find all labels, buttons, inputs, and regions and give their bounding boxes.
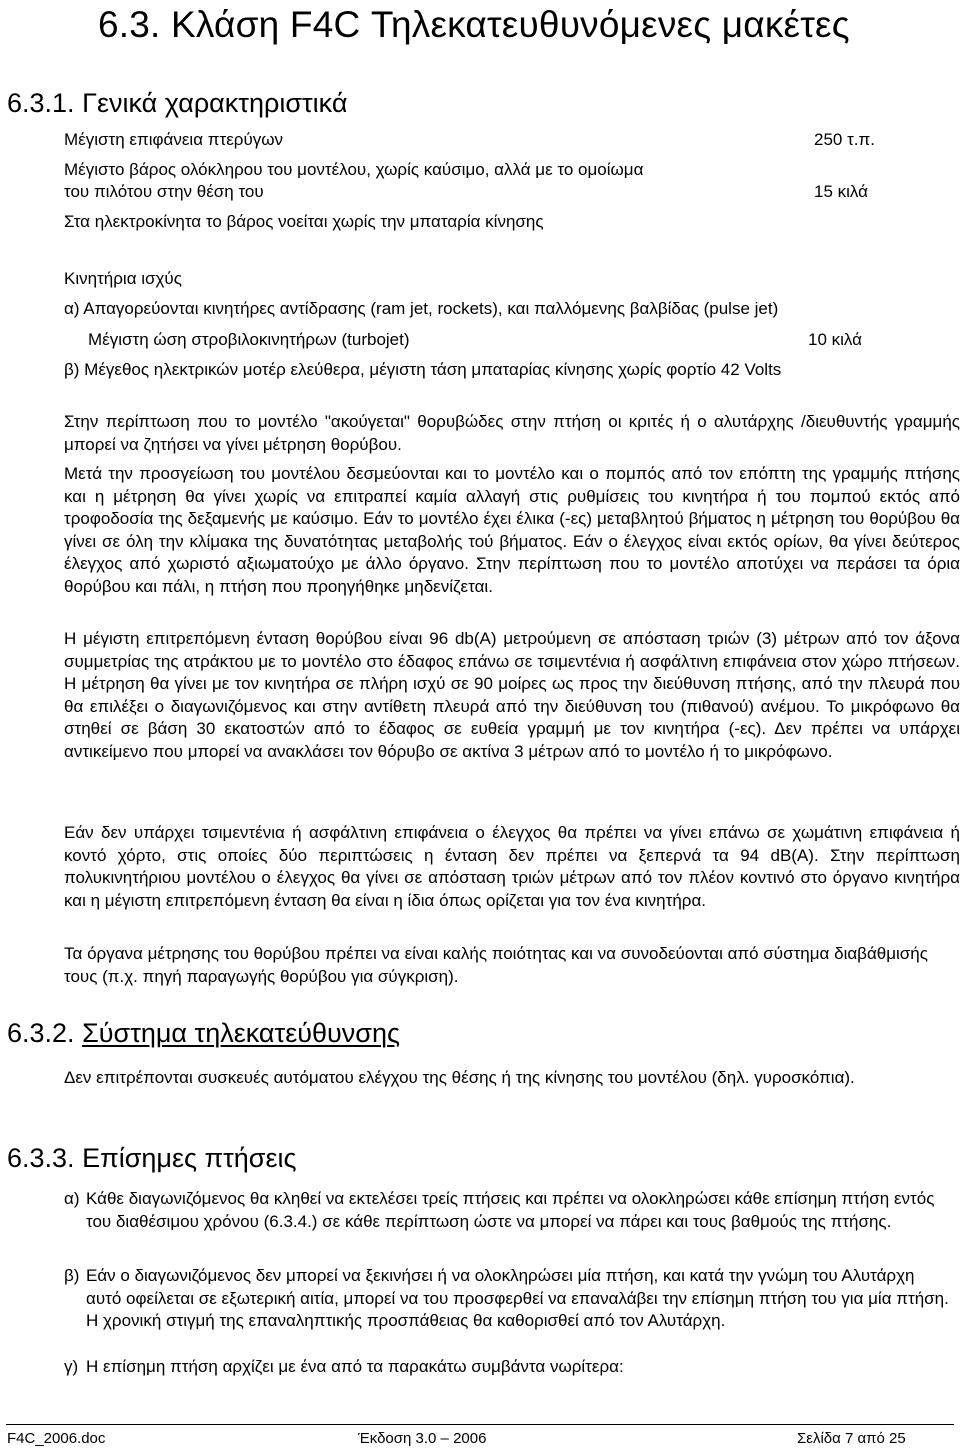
max-weight-label-line2: του πιλότου στην θέση του <box>64 182 264 201</box>
footer-edition: Έκδοση 3.0 – 2006 <box>358 1430 487 1447</box>
max-wing-area-label: Μέγιστη επιφάνεια πτερύγων <box>64 130 284 149</box>
max-weight-label-line1: Μέγιστο βάρος ολόκληρου του μοντέλου, χωρίς καύσιμο, αλλά με το ομοίωμα <box>64 160 644 179</box>
turbojet-value: 10 κιλά <box>808 330 862 349</box>
section-number: 6.3.2. <box>7 1018 75 1048</box>
paragraph-no-auto-control: Δεν επιτρέπονται συσκευές αυτόματου ελέγχου της θέσης ή της κίνησης του μοντέλου (δηλ. γυροσκόπια). <box>64 1068 855 1087</box>
paragraph-no-concrete: Εάν δεν υπάρχει τσιμεντένια ή ασφάλτινη επιφάνεια ο έλεγχος θα πρέπει να γίνει επάνω σε χωμάτινη επιφάνεια ή κοντό χόρτο, στις οποίες δύο περιπτώσεις η ένταση δεν πρέπει να ξεπερνά τα 94 dB(A). Στην περίπτωση πολυκινητήριου μοντέλου ο έλεγχος θα γίνει σε απόσταση τριών μέτρων από τον πλέον κοντινό στο όργανο κινητήρα και η μέγιστη επιτρεπόμενη ένταση θα είναι η ίδια όπως ορίζεται για τον ένα κινητήρα. <box>64 823 960 910</box>
section-title: Επίσημες πτήσεις <box>82 1143 297 1173</box>
list-item <box>64 1188 954 1233</box>
section-heading-6-3-3 <box>7 1143 297 1174</box>
list-item-label: α) <box>64 1189 80 1208</box>
list-item-text: Η επίσημη πτήση αρχίζει με ένα από τα παρακάτω συμβάντα νωρίτερα: <box>86 1357 624 1376</box>
list-item-text: Εάν ο διαγωνιζόμενος δεν μπορεί να ξεκινήσει ή να ολοκληρώσει μία πτήση, και κατά την γνώμη του Αλυτάρχη αυτό οφείλεται σε εξωτερική αιτία, μπορεί να του προσφερθεί να επαναλάβει την επίσημη πτήση του για μία πτήση. Η χρονική στιγμή της επαναληπτικής προσπάθειας θα καθορισθεί από τον Αλυτάρχη. <box>86 1266 949 1331</box>
turbojet-label: Μέγιστη ώση στροβιλοκινητήρων (turbojet) <box>88 330 410 349</box>
engines-item-b: β) Μέγεθος ηλεκτρικών μοτέρ ελεύθερα, μέγιστη τάση μπαταρίας κίνησης χωρίς φορτίο 42 Volts <box>64 360 782 379</box>
page-heading: 6.3. Κλάση F4C Τηλεκατευθυνόμενες μακέτες <box>98 4 850 45</box>
section-title: Σύστημα τηλεκατεύθυνσης <box>82 1018 400 1048</box>
section-heading-6-3-1 <box>7 88 347 119</box>
footer-page-number: Σελίδα 7 από 25 <box>797 1430 906 1447</box>
section-heading-6-3-2 <box>7 1018 400 1049</box>
list-item-label: γ) <box>64 1357 79 1376</box>
list-item <box>64 1356 954 1379</box>
paragraph-max-noise: Η μέγιστη επιτρεπόμενη ένταση θορύβου είναι 96 db(A) μετρούμενη σε απόσταση τριών (3) μέτρων από τον άξονα συμμετρίας της ατράκτου με το μοντέλο στο έδαφος επάνω σε τσιμεντένια ή ασφάλτινη επιφάνεια στον χώρο πτήσεων. Η μέτρηση θα γίνει με τον κινητήρα σε πλήρη ισχύ σε 90 μοίρες ως προς την διεύθυνση πτήσης, από την πλευρά που θα επιλέξει ο διαγωνιζόμενος και στην αντίθετη πλευρά από την διεύθυνση του (πιθανού) ανέμου. Το μικρόφωνο θα στηθεί σε βάση 30 εκατοστών από το έδαφος σε ευθεία γραμμή με τον κινητήρα (-ες). Δεν πρέπει να υπάρχει αντικείμενο που μπορεί να ανακλάσει τον θόρυβο σε ακτίνα 3 μέτρων από το μοντέλο ή το μικρόφωνο. <box>64 629 960 761</box>
max-weight-value: 15 κιλά <box>814 182 868 201</box>
footer-file-name: F4C_2006.doc <box>7 1430 106 1447</box>
electric-weight-note: Στα ηλεκτροκίνητα το βάρος νοείται χωρίς την μπαταρία κίνησης <box>64 212 544 231</box>
max-wing-area-value: 250 τ.π. <box>814 130 875 149</box>
section-title: Γενικά χαρακτηριστικά <box>82 88 348 118</box>
list-item-label: β) <box>64 1266 80 1285</box>
paragraph-noise-request: Στην περίπτωση που το μοντέλο "ακούγεται" θορυβώδες στην πτήση οι κριτές ή ο αλυτάρχης /διευθυντής γραμμής μπορεί να ζητήσει να γίνει μέτρηση θορύβου. <box>64 412 960 454</box>
list-item <box>64 1265 954 1333</box>
section-number: 6.3.1. <box>7 88 75 118</box>
list-item-text: Κάθε διαγωνιζόμενος θα κληθεί να εκτελέσει τρείς πτήσεις και πρέπει να ολοκληρώσει κάθε επίσημη πτήση εντός του διαθέσιμου χρόνου (6.3.4.) σε κάθε περίπτωση ώστε να μπορεί να πάρει και τους βαθμούς της πτήσης. <box>86 1189 935 1231</box>
paragraph-after-landing: Μετά την προσγείωση του μοντέλου δεσμεύονται και το μοντέλο και ο πομπός από τον επόπτη της γραμμής πτήσης και η μέτρηση θα γίνει χωρίς να επιτραπεί καμία αλλαγή στις ρυθμίσεις του κινητήρα ή του πομπού εκτός από τροφοδοσία της δεξαμενής με καύσιμο. Εάν το μοντέλο έχει έλικα (-ες) μεταβλητού βήματος η μέτρηση του θορύβου θα γίνει σε όλη την κλίμακα της δυνατότητας μεταβολής τού βήματος. Εάν ο έλεγχος είναι εκτός ορίων, θα γίνει δεύτερος έλεγχος από χωριστό αξιωματούχο με άλλο όργανο. Στην περίπτωση που το μοντέλο αποτύχει να περάσει τα όρια θορύβου και πάλι, η πτήση που προηγήθηκε μηδενίζεται. <box>64 464 960 596</box>
engines-item-a: α) Απαγορεύονται κινητήρες αντίδρασης (ram jet, rockets), και παλλόμενης βαλβίδας (pulse jet) <box>64 299 779 318</box>
paragraph-instruments: Τα όργανα μέτρησης του θορύβου πρέπει να είναι καλής ποιότητας και να συνοδεύονται από σύστημα διαβάθμισής τους (π.χ. πηγή παραγωγής θορύβου για σύγκριση). <box>64 944 928 986</box>
engines-heading: Κινητήρια ισχύς <box>64 269 182 288</box>
footer-rule <box>6 1424 954 1425</box>
section-number: 6.3.3. <box>7 1143 75 1173</box>
